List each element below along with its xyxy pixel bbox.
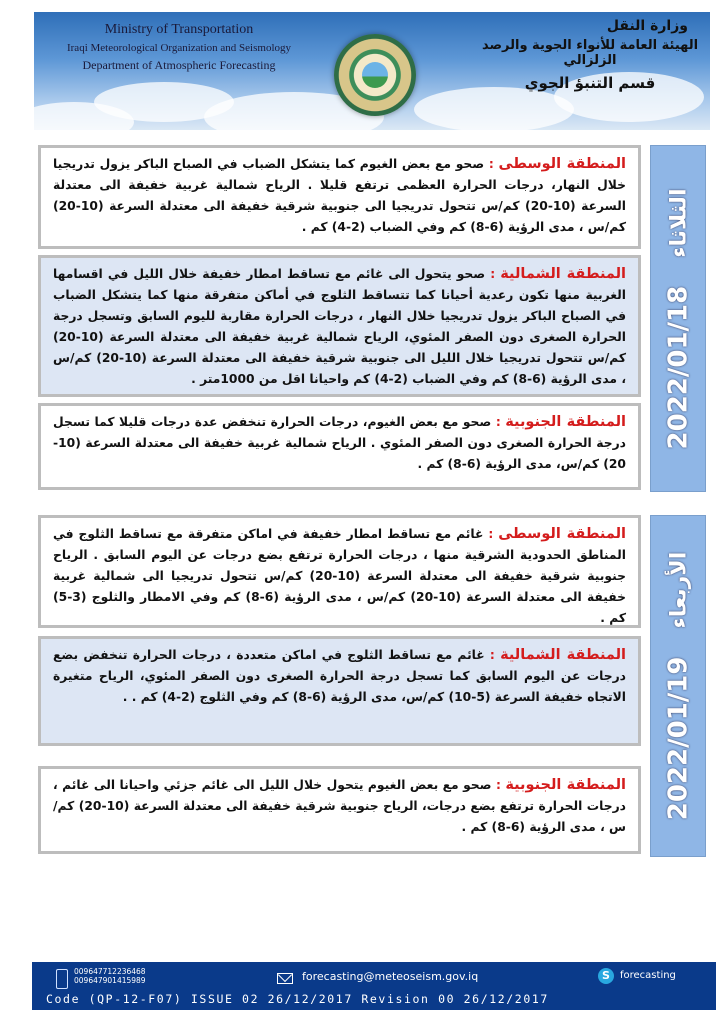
phone-number: 009647712236468 (74, 967, 146, 976)
phone-number: 009647901415989 (74, 976, 146, 985)
skype-icon: S (598, 968, 614, 984)
day-panel-2 (650, 515, 706, 857)
phone-numbers (74, 967, 146, 985)
region-text: صحو مع بعض الغيوم يتحول خلال الليل الى غائم جزئي واحيانا الى غائم ، درجات الحرارة ترتفع بضع درجات، الرياح جنوبية شرقية خفيفة الى معتدلة السرعة (10-20) كم/س ، مدى الرؤية (6-8) كم . (53, 778, 626, 834)
skype-handle[interactable]: forecasting (620, 970, 676, 981)
ministry-name-ar: وزارة النقل (606, 18, 688, 34)
department-name-ar: قسم التنبؤ الجوي (524, 74, 656, 92)
region-name: المنطقة الوسطى (498, 156, 626, 172)
header-banner (34, 12, 710, 130)
day-name: الأربعاء (665, 551, 691, 629)
organization-logo (334, 34, 416, 116)
day-date: 2022/01/18 (663, 285, 694, 449)
region-name: المنطقة الجنوبية (505, 777, 626, 793)
envelope-icon (277, 973, 293, 984)
region-text: صحو مع بعض الغيوم كما يتشكل الضباب في الصباح الباكر يزول تدريجيا خلال النهار، درجات الحرارة العظمى ترتفع قليلا . الرياح شمالية غربية خفيفة الى معتدلة السرعة (10-20) كم/س تتحول تدريجيا الى جنوبية شرقية خفيفة الى معتدلة السرعة (10-20) كم/س ، مدى الرؤية (6-8) كم وفي الضباب (2-4) كم . (53, 157, 626, 234)
day-date: 2022/01/19 (663, 656, 693, 821)
region-text: غائم مع تساقط امطار خفيفة في اماكن متفرقة مع تساقط الثلوج في المناطق الحدودية الشرقية منها ، درجات الحرارة ترتفع بضع درجات عن اليوم السابق . الرياح جنوبية شرقية خفيفة الى معتدلة السرعة (10-20) كم/س تتحول تدريجيا الى شمالية غربية خفيفة الى معتدلة السرعة (10-20) كم/س ، مدى الرؤية (6-8) كم وفي الامطار والثلوج (3-5) كم . (53, 527, 626, 625)
region-text: صحو مع بعض الغيوم، درجات الحرارة تنخفض عدة درجات قليلا كما تسجل درجة الحرارة الصغرى دون الصفر المئوي . الرياح شمالية غربية خفيفة الى معتدلة السرعة (10-20) كم/س، مدى الرؤية (6-8) كم . (53, 415, 626, 471)
forecast-box-south-day1: المنطقة الجنوبية : صحو مع بعض الغيوم، درجات الحرارة تنخفض عدة درجات قليلا كما تسجل درجة الحرارة الصغرى دون الصفر المئوي . الرياح شمالية غربية خفيفة الى معتدلة السرعة (10-20) كم/س، مدى الرؤية (6-8) كم . (38, 403, 641, 490)
department-name: Department of Atmospheric Forecasting (82, 58, 276, 72)
forecast-box-central-day2: المنطقة الوسطى : غائم مع تساقط امطار خفيفة في اماكن متفرقة مع تساقط الثلوج في المناطق الحدودية الشرقية منها ، درجات الحرارة ترتفع بضع درجات عن اليوم السابق . الرياح جنوبية شرقية خفيفة الى معتدلة السرعة (10-20) كم/س تتحول تدريجيا الى شمالية غربية خفيفة الى معتدلة السرعة (10-20) كم/س ، مدى الرؤية (6-8) كم وفي الامطار والثلوج (3-5) كم . (38, 515, 641, 628)
region-name: المنطقة الشمالية (500, 647, 626, 663)
region-text: صحو يتحول الى غائم مع تساقط امطار خفيفة خلال الليل في اقسامها الغربية منها تكون رعدية أحيانا كما تتساقط الثلوج في أماكن متفرقة منها كما يتشكل الضباب في الصباح الباكر يزول تدريجيا خلال النهار ، درجات الحرارة مقاربة لليوم السابق وتسجل درجة الحرارة الصغرى دون الصفر المئوي، الرياح شمالية غربية خفيفة الى معتدلة السرعة (10-20) كم/س تتحول تدريجيا خلال الليل الى جنوبية شرقية خفيفة الى معتدلة السرعة (10-20) كم/س ، مدى الرؤية (6-8) كم وفي الضباب (2-4) كم واحيانا اقل من 1000متر . (53, 267, 626, 386)
forecast-box-central-day1: المنطقة الوسطى : صحو مع بعض الغيوم كما يتشكل الضباب في الصباح الباكر يزول تدريجيا خلال النهار، درجات الحرارة العظمى ترتفع قليلا . الرياح شمالية غربية خفيفة الى معتدلة السرعة (10-20) كم/س تتحول تدريجيا الى جنوبية شرقية خفيفة الى معتدلة السرعة (10-20) كم/س ، مدى الرؤية (6-8) كم وفي الضباب (2-4) كم . (38, 145, 641, 249)
organization-name: Iraqi Meteorological Organization and Seismology (66, 42, 292, 54)
region-name: المنطقة الشمالية (500, 266, 627, 282)
forecast-box-south-day2: المنطقة الجنوبية : صحو مع بعض الغيوم يتحول خلال الليل الى غائم جزئي واحيانا الى غائم ، درجات الحرارة ترتفع بضع درجات، الرياح جنوبية شرقية خفيفة الى معتدلة السرعة (10-20) كم/س ، مدى الرؤية (6-8) كم . (38, 766, 641, 854)
footer-bar (32, 962, 716, 1010)
day-panel-1 (650, 145, 706, 492)
forecast-box-north-day1: المنطقة الشمالية : صحو يتحول الى غائم مع تساقط امطار خفيفة خلال الليل في اقسامها الغربية منها تكون رعدية أحيانا كما تتساقط الثلوج في أماكن متفرقة منها كما يتشكل الضباب في الصباح الباكر يزول تدريجيا خلال النهار ، درجات الحرارة مقاربة لليوم السابق وتسجل درجة الحرارة الصغرى دون الصفر المئوي، الرياح شمالية غربية خفيفة الى معتدلة السرعة (10-20) كم/س تتحول تدريجيا خلال الليل الى جنوبية شرقية خفيفة الى معتدلة السرعة (10-20) كم/س ، مدى الرؤية (6-8) كم وفي الضباب (2-4) كم واحيانا اقل من 1000متر . (38, 255, 641, 397)
ministry-name: Ministry of Transportation (104, 22, 254, 37)
region-name: المنطقة الوسطى (498, 526, 626, 542)
header-english (54, 22, 304, 73)
forecast-box-north-day2: المنطقة الشمالية : غائم مع تساقط الثلوج في اماكن متعددة ، درجات الحرارة تنخفض بضع درجات عن اليوم السابق كما تسجل درجة الحرارة الصغرى دون الصفر المئوي، الرياح متغيرة الاتجاه خفيفة السرعة (5-10) كم/س، مدى الرؤية (6-8) كم وفي الثلوج (2-4) كم . . (38, 636, 641, 746)
header-arabic (480, 18, 700, 92)
email-link[interactable]: forecasting@meteoseism.gov.iq (302, 970, 479, 983)
region-text: غائم مع تساقط الثلوج في اماكن متعددة ، درجات الحرارة تنخفض بضع درجات عن اليوم السابق كما تسجل درجة الحرارة الصغرى دون الصفر المئوي، الرياح متغيرة الاتجاه خفيفة السرعة (5-10) كم/س، مدى الرؤية (6-8) كم وفي الثلوج (2-4) كم . . (53, 648, 626, 704)
phone-icon (56, 969, 68, 989)
region-name: المنطقة الجنوبية (505, 414, 626, 430)
document-code: Code (QP-12-F07) ISSUE 02 26/12/2017 Revision 00 26/12/2017 (46, 992, 549, 1006)
organization-name-ar: الهيئة العامة للأنواء الجوية والرصد الزلزالي (481, 38, 699, 68)
day-name: الثلاثاء (665, 188, 691, 258)
